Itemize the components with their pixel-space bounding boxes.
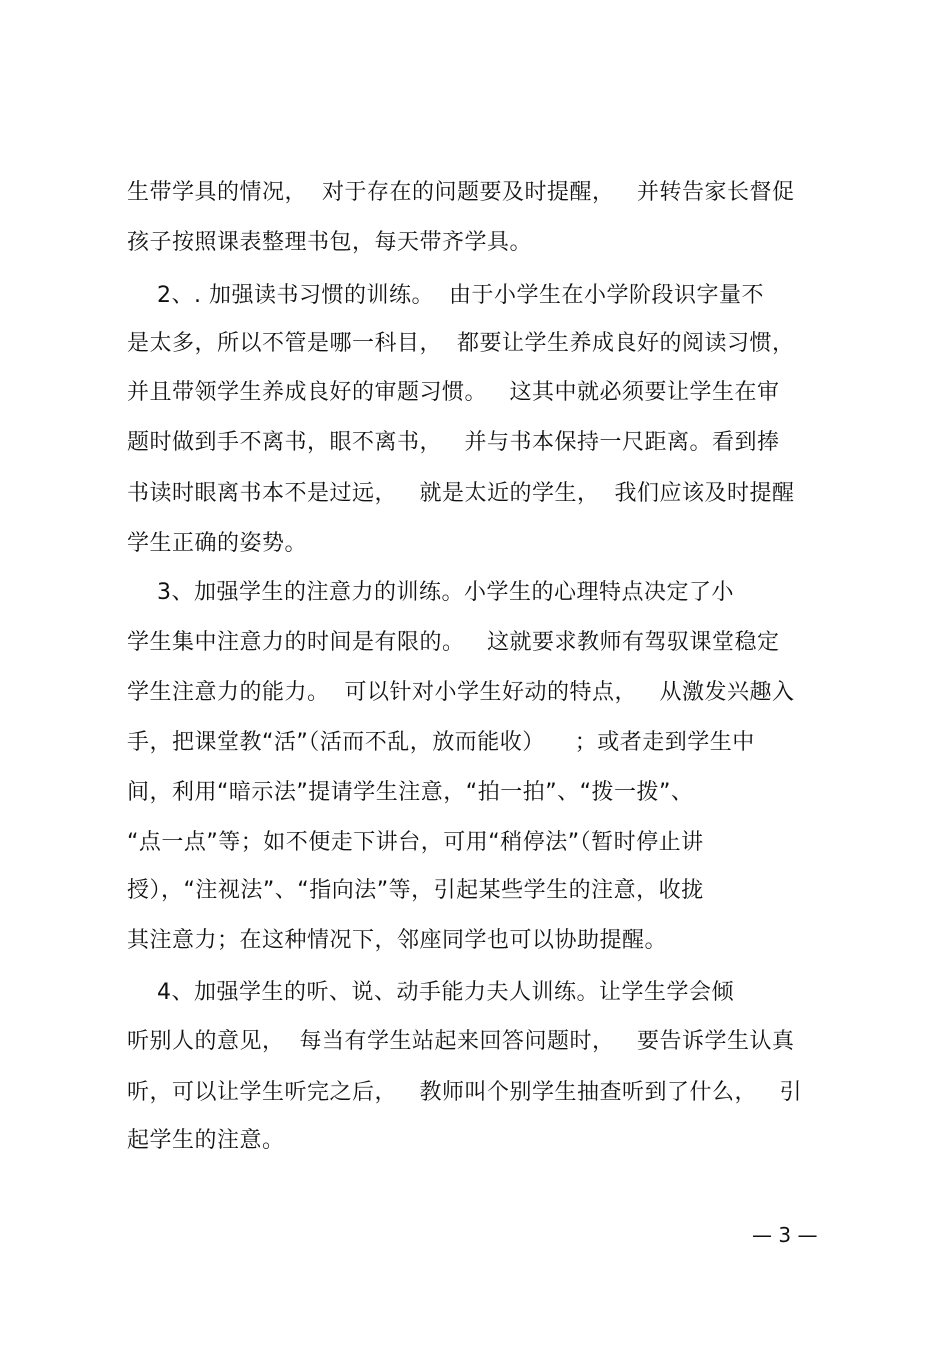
text-line: 学生正确的姿势。 [127, 531, 308, 556]
text-line: 4、加强学生的听、说、动手能力夫人训练。让学生学会倾 [127, 980, 734, 1005]
text-line: 学生集中注意力的时间是有限的。 这就要求教师有驾驭课堂稳定 [127, 630, 780, 655]
text-line: 是太多，所以不管是哪一科目， 都要让学生养成良好的阅读习惯， [127, 331, 795, 356]
text-line: 间，利用“暗示法”提请学生注意，“拍一拍”、“拨一拨”、 [127, 780, 694, 805]
text-line: 听，可以让学生听完之后， 教师叫个别学生抽查听到了什么， 引 [127, 1080, 802, 1105]
text-line: 并且带领学生养成良好的审题习惯。 这其中就必须要让学生在审 [127, 380, 780, 405]
text-line: 学生注意力的能力。 可以针对小学生好动的特点， 从激发兴趣入 [127, 680, 795, 705]
text-line: “点一点”等；如不便走下讲台，可用“稍停法”（暂时停止讲 [127, 830, 704, 855]
text-line: 孩子按照课表整理书包，每天带齐学具。 [127, 230, 533, 255]
text-line: 手，把课堂教“活”（活而不乱，放而能收） ；或者走到学生中 [127, 730, 755, 755]
text-line: 生带学具的情况， 对于存在的问题要及时提醒， 并转告家长督促 [127, 180, 795, 205]
text-line: 题时做到手不离书，眼不离书， 并与书本保持一尺距离。看到捧 [127, 430, 780, 455]
text-line: 2、. 加强读书习惯的训练。 由于小学生在小学阶段识字量不 [127, 283, 764, 308]
text-line: 授），“注视法”、“指向法”等，引起某些学生的注意，收拢 [127, 878, 704, 903]
text-line: 起学生的注意。 [127, 1128, 285, 1153]
page-number: — 3 — [752, 1223, 818, 1247]
text-line: 听别人的意见， 每当有学生站起来回答问题时， 要告诉学生认真 [127, 1029, 795, 1054]
text-line: 其注意力；在这种情况下，邻座同学也可以协助提醒。 [127, 928, 668, 953]
text-line: 书读时眼离书本不是过远， 就是太近的学生， 我们应该及时提醒 [127, 481, 795, 506]
text-line: 3、加强学生的注意力的训练。小学生的心理特点决定了小 [127, 580, 734, 605]
